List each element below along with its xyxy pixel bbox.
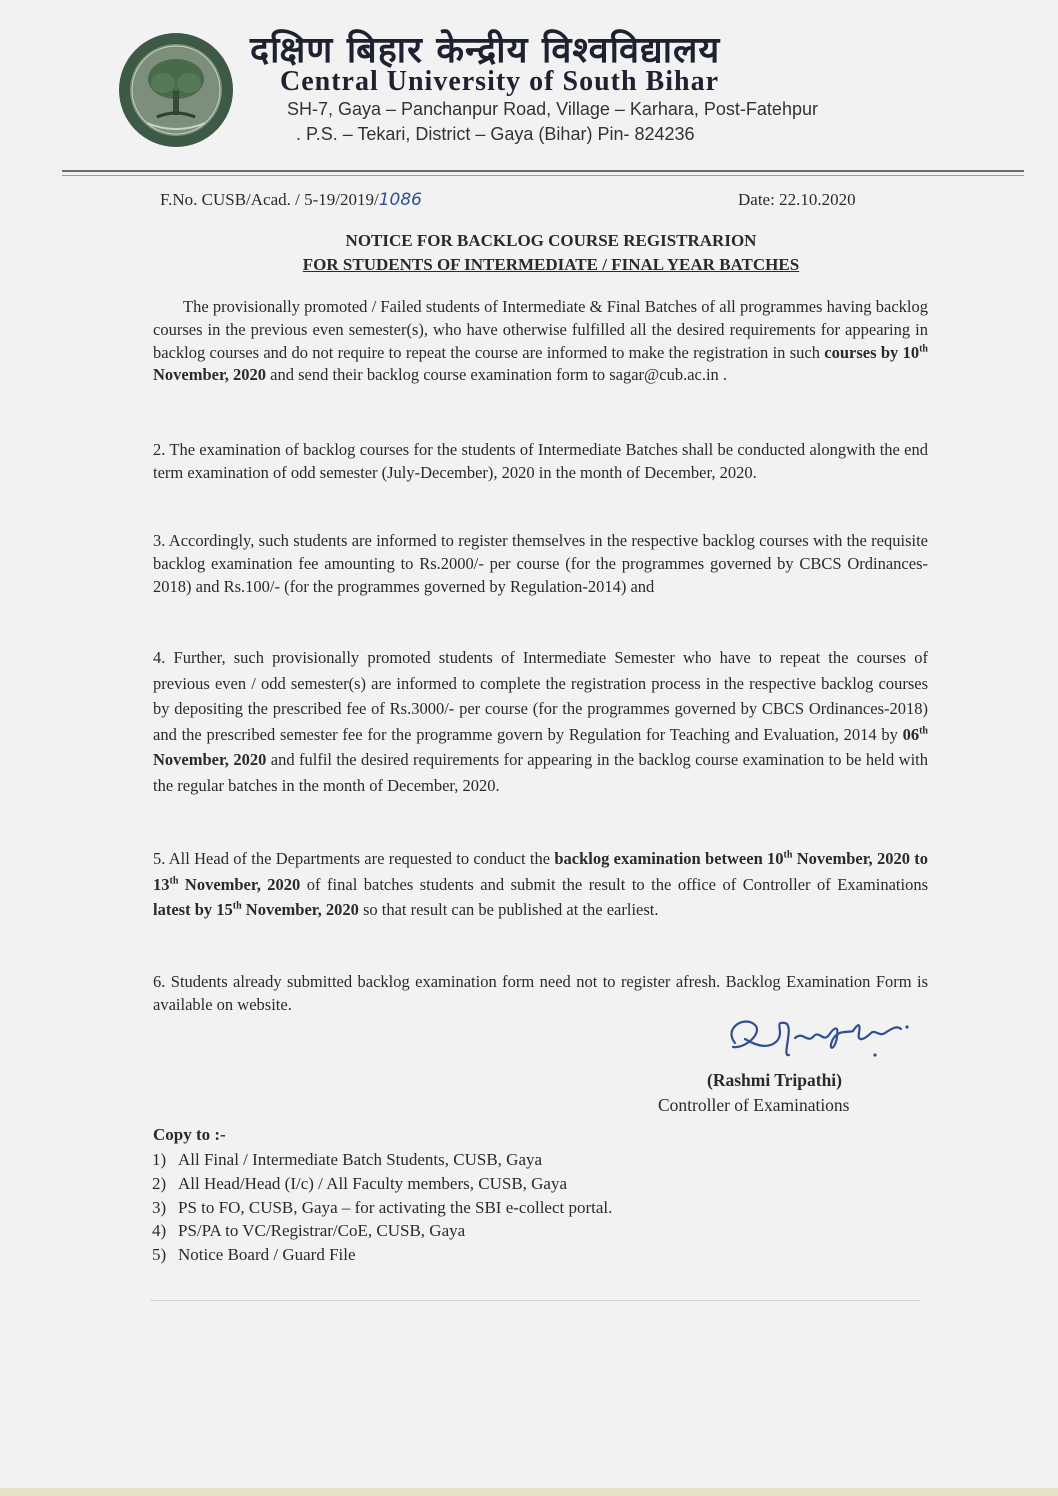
list-item: [152, 1219, 612, 1243]
list-item: [152, 1148, 612, 1172]
paragraph-2: 2. The examination of backlog courses for the students of Intermediate Batches shall be conducted alongwith the end term examination of odd semester (July-December), 2020 in the month of December, 2020.: [153, 440, 928, 482]
p5-text-2: of final batches students and submit the result to the office of Controller of Examinations: [300, 874, 929, 894]
header-divider-thin: [62, 175, 1024, 176]
p5-text-end: so that result can be published at the earliest.: [358, 900, 659, 920]
p5-bold-1: backlog examination between 10: [554, 849, 784, 868]
signatory-designation: Controller of Examinations: [658, 1095, 850, 1115]
list-item: [152, 1172, 612, 1196]
list-item-number: 3): [152, 1197, 167, 1217]
paragraph-6: 6. Students already submitted backlog examination form need not to register afresh. Backlog Examination Form is available on website.: [153, 972, 928, 1014]
list-item-text: All Final / Intermediate Batch Students, CUSB, Gaya: [178, 1150, 543, 1169]
p5-bold-3: November, 2020: [178, 874, 301, 894]
list-item: [152, 1243, 612, 1267]
p5-sup-3: th: [232, 900, 242, 912]
p5-bold-2: November, 2020 to 13: [153, 849, 928, 894]
address-line-1: SH-7, Gaya – Panchanpur Road, Village – Karhara, Post-Fatehpur: [287, 99, 818, 119]
scan-bottom-band: [0, 1488, 1058, 1496]
file-number-prefix: F.No. CUSB/Acad. / 5-19/2019/: [160, 190, 379, 209]
scan-artifact-line: [150, 1300, 920, 1301]
p4-bold-date: November, 2020: [153, 750, 267, 770]
university-name-english: Central University of South Bihar: [280, 66, 719, 97]
list-item-text: Notice Board / Guard File: [178, 1245, 356, 1265]
list-item-number: 1): [152, 1150, 167, 1169]
p1-bold-date: November, 2020: [153, 365, 267, 385]
p4-bold-day: 06: [902, 724, 920, 744]
header-divider: [62, 170, 1024, 172]
list-item-text: PS to FO, CUSB, Gaya – for activating the SBI e-collect portal.: [178, 1197, 613, 1217]
list-item-number: 4): [152, 1221, 167, 1241]
paragraph-1: [153, 296, 928, 387]
list-item: [152, 1196, 612, 1220]
p5-sup-1: th: [783, 849, 793, 861]
university-logo-icon: [117, 31, 235, 149]
file-number-handwritten: 1086: [378, 190, 422, 210]
signatory-name: (Rashmi Tripathi): [707, 1070, 842, 1090]
p1-text: The provisionally promoted / Failed students of Intermediate & Final Batches of all programmes having backlog courses in the previous even semester(s), who have otherwise fulfilled all the desired requirements for appearing in backlog courses and do not require to repeat the course are informed to make the registration in such: [153, 297, 928, 362]
paragraph-4: [153, 645, 928, 799]
paragraph-3: 3. Accordingly, such students are informed to register themselves in the respective backlog courses with the requisite backlog examination fee amounting to Rs.2000/- per course (for the programmes governed by CBCS Ordinances-2018) and Rs.100/- (for the programmes governed by Regulation-2014) and: [153, 531, 928, 596]
file-number: [160, 190, 422, 210]
copy-to-list: [152, 1148, 612, 1267]
p5-bold-4: latest by 15: [153, 900, 233, 920]
list-item-text: PS/PA to VC/Registrar/CoE, CUSB, Gaya: [178, 1221, 466, 1241]
p5-bold-5: November, 2020: [241, 900, 359, 920]
p5-text: 5. All Head of the Departments are requested to conduct the: [153, 849, 555, 868]
list-item-number: 2): [152, 1173, 167, 1193]
p1-text-end: and send their backlog course examination form to sagar@cub.ac.in .: [266, 365, 728, 385]
notice-title-line-2: FOR STUDENTS OF INTERMEDIATE / FINAL YEAR BATCHES: [302, 255, 800, 274]
p4-text-end: and fulfil the desired requirements for appearing in the backlog course examination to be held with the regular batches in the month of December, 2020.: [153, 750, 928, 795]
list-item-text: All Head/Head (I/c) / All Faculty members, CUSB, Gaya: [178, 1173, 568, 1193]
paragraph-5: [153, 846, 928, 923]
p1-sup: th: [919, 343, 928, 355]
p5-sup-2: th: [169, 875, 179, 887]
signature-icon: [715, 1003, 915, 1073]
p4-text: 4. Further, such provisionally promoted students of Intermediate Semester who have to repeat the courses of previous even / odd semester(s) are informed to complete the registration process in the respective backlog courses by depositing the prescribed fee of Rs.3000/- per course (for the programmes governed by CBCS Ordinances-2018) and the prescribed semester fee for the programme govern by Regulation for Teaching and Evaluation, 2014 by: [153, 648, 928, 744]
university-name-hindi: दक्षिण बिहार केन्द्रीय विश्वविद्यालय: [250, 30, 721, 71]
notice-title-line-1: NOTICE FOR BACKLOG COURSE REGISTRARION: [345, 231, 757, 250]
p4-sup: th: [919, 725, 928, 737]
address-line-2: . P.S. – Tekari, District – Gaya (Bihar) Pin- 824236: [296, 124, 695, 144]
p1-bold-deadline: courses by 10: [824, 342, 920, 362]
copy-to-heading: Copy to :-: [153, 1125, 226, 1144]
list-item-number: 5): [152, 1245, 167, 1265]
notice-date: Date: 22.10.2020: [738, 190, 856, 209]
